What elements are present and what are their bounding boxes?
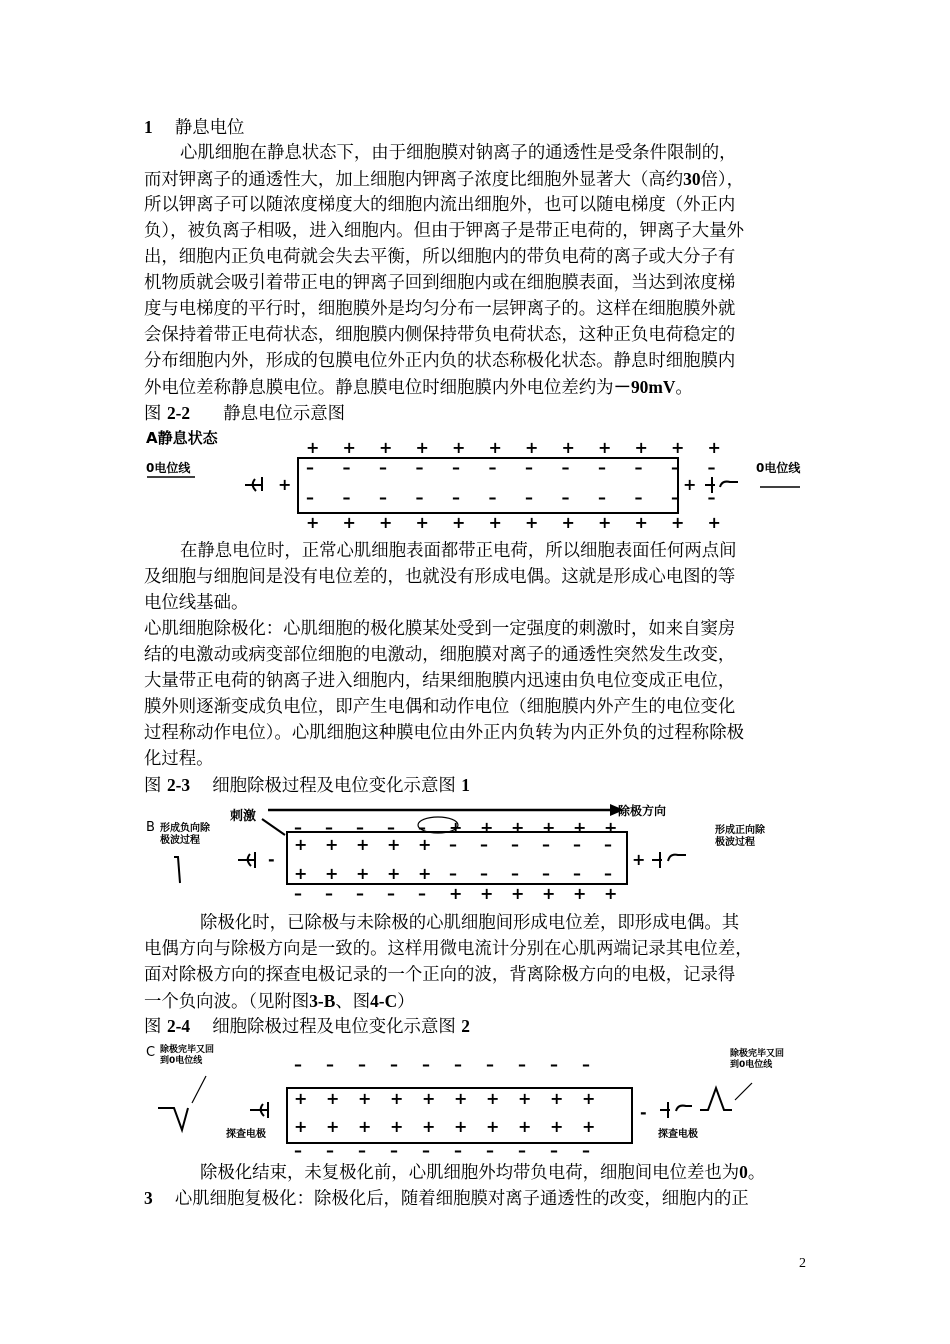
plus-charge: +: [634, 438, 648, 457]
plus-charge: +: [582, 1089, 596, 1108]
minus-charge: –: [294, 1141, 302, 1158]
paragraph-line: 面对除极方向的探查电极记录的一个正向的波，背离除极方向的电极，记录得: [144, 965, 736, 985]
plus-charge: +: [415, 438, 429, 457]
stimulus-label: 刺激: [230, 809, 257, 824]
minus-charge: –: [452, 458, 460, 477]
svg-text:形成正向除: 形成正向除: [715, 825, 765, 836]
minus-charge: –: [518, 1055, 526, 1074]
minus-charge: –: [486, 1055, 494, 1074]
minus-charge: –: [634, 458, 643, 477]
minus-charge: –: [294, 818, 302, 837]
plus-charge: +: [387, 864, 401, 883]
figure-2-4-diagram: [0, 1038, 950, 1158]
svg-text:到0电位线: 到0电位线: [730, 1060, 773, 1070]
paragraph-line: 在静息电位时，正常心肌细胞表面都带正电荷，所以细胞表面任何两点间: [180, 541, 737, 561]
plus-charge: +: [342, 513, 356, 532]
paragraph-line: 除极化时，已除极与未除极的心肌细胞间形成电位差，即形成电偶。其: [200, 913, 740, 933]
plus-charge: +: [480, 884, 494, 903]
minus-charge: –: [707, 488, 716, 507]
minus-charge: –: [342, 488, 351, 507]
paragraph-line: 负），被负离子相吸，进入细胞内。但由于钾离子是带正电荷的，钾离子大量外: [144, 221, 744, 241]
svg-text:极波过程: 极波过程: [715, 837, 755, 848]
plus-charge: +: [415, 513, 429, 532]
minus-charge: –: [390, 1141, 398, 1158]
plus-charge: +: [342, 438, 356, 457]
plus-charge: +: [518, 1089, 532, 1108]
svg-text:除极完毕又回: 除极完毕又回: [160, 1045, 215, 1055]
paragraph-line: 化过程。: [144, 749, 214, 769]
minus-charge: –: [418, 884, 426, 903]
inner-charges-top: [306, 458, 716, 477]
minus-charge: –: [358, 1055, 366, 1074]
paragraph-line: 除极化结束，未复极化前，心肌细胞外均带负电荷，细胞间电位差也为0。: [200, 1162, 766, 1183]
svg-text:+: +: [632, 850, 646, 869]
svg-text:除极完毕又回: 除极完毕又回: [730, 1049, 785, 1059]
section-number: 1: [144, 117, 153, 137]
plus-charge: +: [550, 1089, 564, 1108]
minus-charge: –: [294, 1055, 302, 1074]
minus-charge: –: [511, 864, 519, 883]
minus-charge: –: [358, 1141, 366, 1158]
minus-charge: –: [707, 458, 716, 477]
negative-wave-icon: [158, 1108, 188, 1130]
plus-sign: +: [278, 475, 292, 494]
minus-charge: –: [390, 1055, 398, 1074]
plus-charge: +: [387, 835, 401, 854]
plus-charge: +: [486, 1089, 500, 1108]
plus-charge: +: [561, 513, 575, 532]
minus-charge: –: [356, 884, 364, 903]
minus-charge: –: [422, 1141, 430, 1158]
page-number: 2: [799, 1256, 806, 1271]
plus-charge: +: [604, 884, 618, 903]
minus-charge: –: [604, 835, 612, 854]
figure-caption: 图 2-3 细胞除极过程及电位变化示意图 1: [144, 775, 470, 796]
panel-label: B: [146, 820, 155, 835]
plus-charge: +: [573, 818, 587, 837]
minus-charge: –: [452, 488, 460, 507]
plus-charge: +: [454, 1089, 468, 1108]
plus-charge: +: [294, 864, 308, 883]
figure-2-2-diagram: [0, 425, 950, 535]
plus-charge: +: [379, 438, 393, 457]
figure-2-3-diagram: [0, 795, 950, 905]
plus-charge: +: [358, 1117, 372, 1136]
paragraph-line: 过程称动作电位）。心肌细胞这种膜电位由外正内负转为内正外负的过程称除极: [144, 723, 744, 743]
plus-charge: +: [449, 884, 463, 903]
plus-charge: +: [454, 1117, 468, 1136]
minus-charge: –: [561, 458, 570, 477]
plus-charge: +: [573, 884, 587, 903]
electrode-left-icon: [250, 1102, 268, 1118]
plus-charge: +: [582, 1117, 596, 1136]
minus-charge: –: [582, 1141, 590, 1158]
zero-line-label-left: 0电位线: [146, 461, 191, 475]
minus-charge: –: [550, 1055, 558, 1074]
inline-number: 30: [683, 169, 701, 189]
plus-charge: +: [488, 438, 502, 457]
plus-charge: +: [525, 513, 539, 532]
plus-charge: +: [356, 864, 370, 883]
plus-charge: +: [598, 438, 612, 457]
svg-text:-: -: [640, 1103, 647, 1122]
minus-charge: –: [561, 488, 570, 507]
paragraph-line: 出，细胞内正负电荷就会失去平衡，所以细胞内的带负电荷的离子或大分子有: [144, 247, 736, 267]
paragraph-line: 电偶方向与除极方向是一致的。这样用微电流计分别在心肌两端记录其电位差，: [144, 939, 753, 959]
negative-wave-icon: [174, 857, 180, 883]
paragraph-line: 心肌细胞在静息状态下，由于细胞膜对钠离子的通透性是受条件限制的，: [180, 143, 737, 163]
plus-sign: +: [683, 475, 697, 494]
plus-charge: +: [525, 438, 539, 457]
plus-charge: +: [707, 438, 721, 457]
plus-charge: +: [452, 438, 466, 457]
plus-charge: +: [326, 1117, 340, 1136]
plus-charge: +: [325, 864, 339, 883]
plus-charge: +: [358, 1089, 372, 1108]
paragraph-line: 所以钾离子可以随浓度梯度大的细胞内流出细胞外，也可以随电梯度（外正内: [144, 195, 736, 215]
svg-text:探查电极: 探查电极: [226, 1129, 266, 1140]
panel-label: A静息状态: [146, 429, 218, 447]
plus-charge: +: [542, 818, 556, 837]
direction-label: 除极方向: [618, 804, 667, 818]
minus-charge: –: [573, 864, 581, 883]
minus-charge: –: [418, 818, 426, 837]
plus-charge: +: [561, 438, 575, 457]
minus-charge: –: [671, 488, 679, 507]
paragraph-line: 外电位差称静息膜电位。静息膜电位时细胞膜内外电位差约为－90mV。: [144, 377, 693, 398]
minus-charge: –: [550, 1141, 558, 1158]
svg-text:探查电极: 探查电极: [658, 1129, 698, 1140]
minus-charge: –: [598, 488, 606, 507]
electrode-left-icon: [238, 852, 255, 868]
electrode-right-icon: [652, 852, 686, 868]
plus-charge: +: [449, 818, 463, 837]
minus-charge: –: [582, 1055, 590, 1074]
minus-charge: –: [325, 884, 333, 903]
minus-charge: –: [511, 835, 519, 854]
minus-charge: –: [387, 818, 395, 837]
outer-charges-top: [306, 438, 721, 457]
plus-charge: +: [671, 438, 685, 457]
minus-charge: –: [454, 1141, 462, 1158]
minus-charge: –: [542, 835, 550, 854]
minus-charge: –: [525, 458, 533, 477]
positive-wave-icon: [700, 1088, 732, 1110]
minus-charge: –: [486, 1141, 494, 1158]
section-heading: [144, 114, 244, 141]
paragraph-line: 电位线基础。: [144, 593, 249, 613]
plus-charge: +: [326, 1089, 340, 1108]
minus-charge: –: [598, 458, 606, 477]
plus-charge: +: [294, 835, 308, 854]
plus-charge: +: [422, 1117, 436, 1136]
panel-label: C: [146, 1045, 156, 1060]
figure-caption: 图 2-2 静息电位示意图: [144, 403, 346, 424]
section-number: 3: [144, 1188, 153, 1208]
minus-charge: –: [387, 884, 395, 903]
minus-charge: –: [604, 864, 612, 883]
paragraph-line: 心肌细胞除极化：心肌细胞的极化膜某处受到一定强度的刺激时，如来自窦房: [144, 619, 736, 639]
minus-charge: –: [325, 818, 333, 837]
plus-charge: +: [634, 513, 648, 532]
paragraph-line: 机物质就会吸引着带正电的钾离子回到细胞内或在细胞膜表面，当达到浓度梯: [144, 273, 736, 293]
paragraph-line: 分布细胞内外，形成的包膜电位外正内负的状态称极化状态。静息时细胞膜内: [144, 351, 736, 371]
plus-charge: +: [356, 835, 370, 854]
minus-charge: –: [326, 1055, 334, 1074]
minus-charge: –: [379, 488, 387, 507]
minus-charge: –: [480, 864, 488, 883]
minus-charge: –: [518, 1141, 526, 1158]
plus-charge: +: [604, 818, 618, 837]
plus-charge: +: [511, 884, 525, 903]
paragraph-line: 膜外则逐渐变成负电位，即产生电偶和动作电位（细胞膜内外产生的电位变化: [144, 697, 736, 717]
plus-charge: +: [671, 513, 685, 532]
minus-charge: –: [294, 884, 302, 903]
plus-charge: +: [707, 513, 721, 532]
minus-charge: –: [542, 864, 550, 883]
minus-charge: –: [356, 818, 364, 837]
electrode-left-icon: [245, 477, 262, 491]
minus-charge: –: [488, 488, 497, 507]
plus-charge: +: [488, 513, 502, 532]
minus-charge: –: [449, 835, 457, 854]
inner-charges-bottom: [306, 488, 716, 507]
minus-charge: –: [379, 458, 387, 477]
paragraph-line: 会保持着带正电荷状态，细胞膜内侧保持带负电荷状态，这种正负电荷稳定的: [144, 325, 736, 345]
svg-text:-: -: [268, 850, 275, 869]
paragraph-line: 而对钾离子的通透性大，加上细胞内钾离子浓度比细胞外显著大（高约30倍），: [144, 169, 744, 190]
minus-charge: –: [454, 1055, 462, 1074]
plus-charge: +: [325, 835, 339, 854]
section-title: 静息电位: [174, 118, 245, 138]
zero-line-label-right: 0电位线: [756, 461, 801, 475]
plus-charge: +: [486, 1117, 500, 1136]
stimulus-arrow: [262, 819, 285, 835]
minus-charge: –: [671, 458, 679, 477]
plus-charge: +: [511, 818, 525, 837]
plus-charge: +: [294, 1117, 308, 1136]
plus-charge: +: [306, 513, 320, 532]
minus-charge: –: [525, 488, 533, 507]
paragraph-line: 结的电激动或病变部位细胞的电激动，细胞膜对离子的通透性突然发生改变，: [144, 645, 736, 665]
minus-charge: –: [342, 458, 351, 477]
plus-charge: +: [542, 884, 556, 903]
figure-caption: 图 2-4 细胞除极过程及电位变化示意图 2: [144, 1016, 470, 1037]
minus-charge: –: [306, 488, 314, 507]
plus-charge: +: [518, 1117, 532, 1136]
outer-charges-bottom: [306, 513, 721, 532]
plus-charge: +: [379, 513, 393, 532]
plus-charge: +: [598, 513, 612, 532]
plus-charge: +: [452, 513, 466, 532]
minus-charge: –: [415, 488, 424, 507]
minus-charge: –: [422, 1055, 430, 1074]
minus-charge: –: [449, 864, 457, 883]
plus-charge: +: [418, 864, 432, 883]
plus-charge: +: [390, 1089, 404, 1108]
plus-charge: +: [550, 1117, 564, 1136]
plus-charge: +: [306, 438, 320, 457]
plus-charge: +: [390, 1117, 404, 1136]
minus-charge: –: [488, 458, 497, 477]
paragraph-line: 及细胞与细胞间是没有电位差的，也就没有形成电偶。这就是形成心电图的等: [144, 567, 736, 587]
plus-charge: +: [480, 818, 494, 837]
electrode-right-icon: [660, 1102, 692, 1118]
minus-charge: –: [306, 458, 314, 477]
minus-charge: –: [634, 488, 643, 507]
plus-charge: +: [418, 835, 432, 854]
svg-text:极波过程: 极波过程: [160, 835, 200, 846]
paragraph-line: 大量带正电荷的钠离子进入细胞内，结果细胞膜内迅速由负电位变成正电位，: [144, 671, 736, 691]
minus-charge: –: [480, 835, 488, 854]
inline-value: －90mV: [613, 377, 676, 397]
svg-text:到0电位线: 到0电位线: [160, 1056, 203, 1066]
plus-charge: +: [422, 1089, 436, 1108]
minus-charge: –: [573, 835, 581, 854]
section-heading: 3 心肌细胞复极化：除极化后，随着细胞膜对离子通透性的改变，细胞内的正: [144, 1188, 749, 1209]
minus-charge: –: [415, 458, 424, 477]
svg-text:形成负向除: 形成负向除: [160, 823, 210, 834]
plus-charge: +: [294, 1089, 308, 1108]
paragraph-line: 一个负向波。（见附图3-B、图4-C）: [144, 991, 415, 1012]
minus-charge: –: [326, 1141, 334, 1158]
paragraph-line: 度与电梯度的平行时，细胞膜外是均匀分布一层钾离子的。这样在细胞膜外就: [144, 299, 736, 319]
